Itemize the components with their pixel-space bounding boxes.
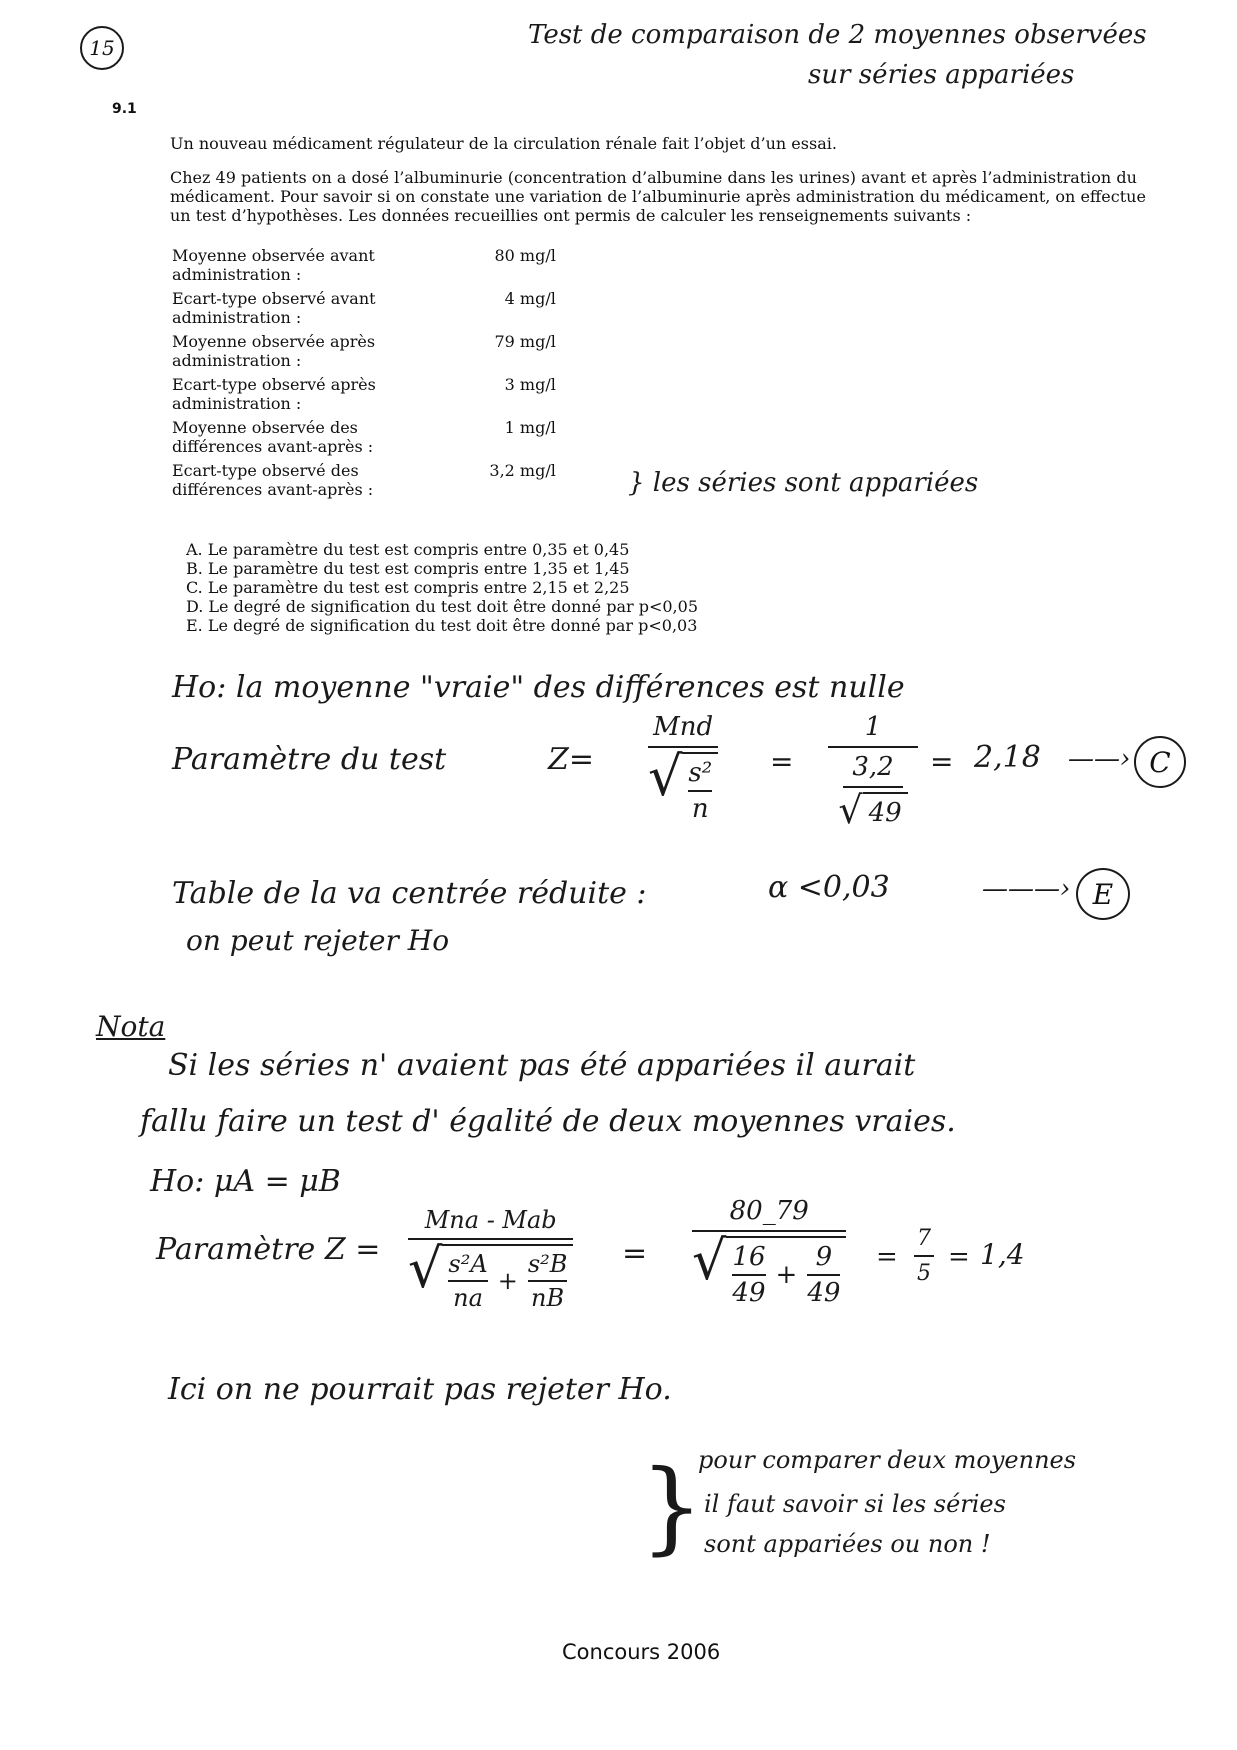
page-badge-text: 15 xyxy=(89,36,115,60)
side-note-line1: pour comparer deux moyennes xyxy=(698,1446,1077,1474)
reject-h0: on peut rejeter Ho xyxy=(186,924,450,957)
fraction-numerator: 1 xyxy=(864,712,882,742)
option-a: A. Le paramètre du test est compris entre 0,35 et 0,45 xyxy=(186,540,630,559)
answer-e-text: E xyxy=(1092,877,1114,911)
answer-c-text: C xyxy=(1149,745,1171,779)
arrow-to-c: ——› xyxy=(1068,744,1131,774)
nota-eq3: = xyxy=(948,1242,970,1272)
fraction-numerator: 80_79 xyxy=(729,1196,809,1226)
answer-c-circle xyxy=(1134,736,1186,788)
nota-heading: Nota xyxy=(96,1010,166,1043)
page-badge xyxy=(80,26,124,70)
table-row: Moyenne observée après administration : 79 mg/l xyxy=(172,332,556,370)
handwritten-title-line1: Test de comparaison de 2 moyennes observées xyxy=(528,20,1147,50)
option-d: D. Le degré de signification du test doit être donné par p<0,05 xyxy=(186,597,698,616)
brace-note: } les séries sont appariées xyxy=(628,468,979,498)
table-row: Ecart-type observé avant administration : 4 mg/l xyxy=(172,289,556,327)
nota-param: Paramètre Z = xyxy=(156,1232,381,1267)
answer-options xyxy=(186,540,698,635)
nota-eq2: = xyxy=(876,1242,898,1272)
solution-h0: Ho: la moyenne "vraie" des différences est nulle xyxy=(172,670,905,705)
nota-fraction-2: 80_79 √ 16 49 + 9 49 xyxy=(692,1196,846,1308)
nota-line2: fallu faire un test d' égalité de deux moyennes vraies. xyxy=(140,1104,956,1139)
solution-fraction-1: Mnd √ s² n xyxy=(648,712,718,824)
solution-param-label: Paramètre du test xyxy=(172,742,447,777)
option-e: E. Le degré de signification du test doit être donné par p<0,03 xyxy=(186,616,698,635)
answer-e-circle xyxy=(1076,868,1130,920)
option-b: B. Le paramètre du test est compris entre 1,35 et 1,45 xyxy=(186,559,630,578)
table-row: Ecart-type observé des différences avant-après : 3,2 mg/l xyxy=(172,461,556,499)
footer-text: Concours 2006 xyxy=(562,1640,721,1664)
table-line: Table de la va centrée réduite : xyxy=(172,876,647,911)
nota-eq: = xyxy=(622,1236,648,1271)
table-row: Ecart-type observé après administration : 3 mg/l xyxy=(172,375,556,413)
nota-h0: Ho: μA = μB xyxy=(150,1164,341,1199)
fraction-numerator: Mnd xyxy=(653,712,714,742)
solution-z: Z= xyxy=(548,742,594,777)
solution-eq1: = xyxy=(770,745,794,778)
table-row: Moyenne observée avant administration : 80 mg/l xyxy=(172,246,556,284)
table-row: Moyenne observée des différences avant-après : 1 mg/l xyxy=(172,418,556,456)
nota-fraction-3: 7 5 xyxy=(914,1226,934,1286)
arrow-to-e: ———› xyxy=(982,874,1071,904)
fraction-den-num: 3,2 xyxy=(852,752,894,782)
handwritten-title-line2: sur séries appariées xyxy=(808,60,1075,90)
description-text: Chez 49 patients on a dosé l’albuminurie (concentration d’albumine dans les urines) avant et après l’administration du médicament. Pour savoir si on constate une variation de l’albuminurie après administration du médicament, on effectue un test d’hypothèses. Les données recueillies ont permis de calculer les renseignements suivants : xyxy=(170,168,1146,225)
nota-conclusion: Ici on ne pourrait pas rejeter Ho. xyxy=(168,1372,672,1407)
solution-fraction-2: 1 3,2 √ 49 xyxy=(828,712,918,828)
side-brace: } xyxy=(640,1448,704,1565)
side-note-line3: sont appariées ou non ! xyxy=(704,1530,991,1558)
question-number: 9.1 xyxy=(112,101,137,117)
nota-result: 1,4 xyxy=(980,1238,1025,1271)
solution-result: 2,18 xyxy=(974,740,1041,775)
data-table xyxy=(172,246,556,504)
nota-fraction-1: Mna - Mab √ s²A na + s²B nB xyxy=(408,1206,573,1312)
solution-eq2: = xyxy=(930,745,954,778)
alpha-value: α <0,03 xyxy=(768,870,890,905)
intro-text: Un nouveau médicament régulateur de la circulation rénale fait l’objet d’un essai. xyxy=(170,134,837,153)
option-c: C. Le paramètre du test est compris entre 2,15 et 2,25 xyxy=(186,578,630,597)
side-note-line2: il faut savoir si les séries xyxy=(704,1490,1006,1518)
fraction-numerator: Mna - Mab xyxy=(424,1206,557,1234)
nota-line1: Si les séries n' avaient pas été appariées il aurait xyxy=(168,1048,916,1083)
